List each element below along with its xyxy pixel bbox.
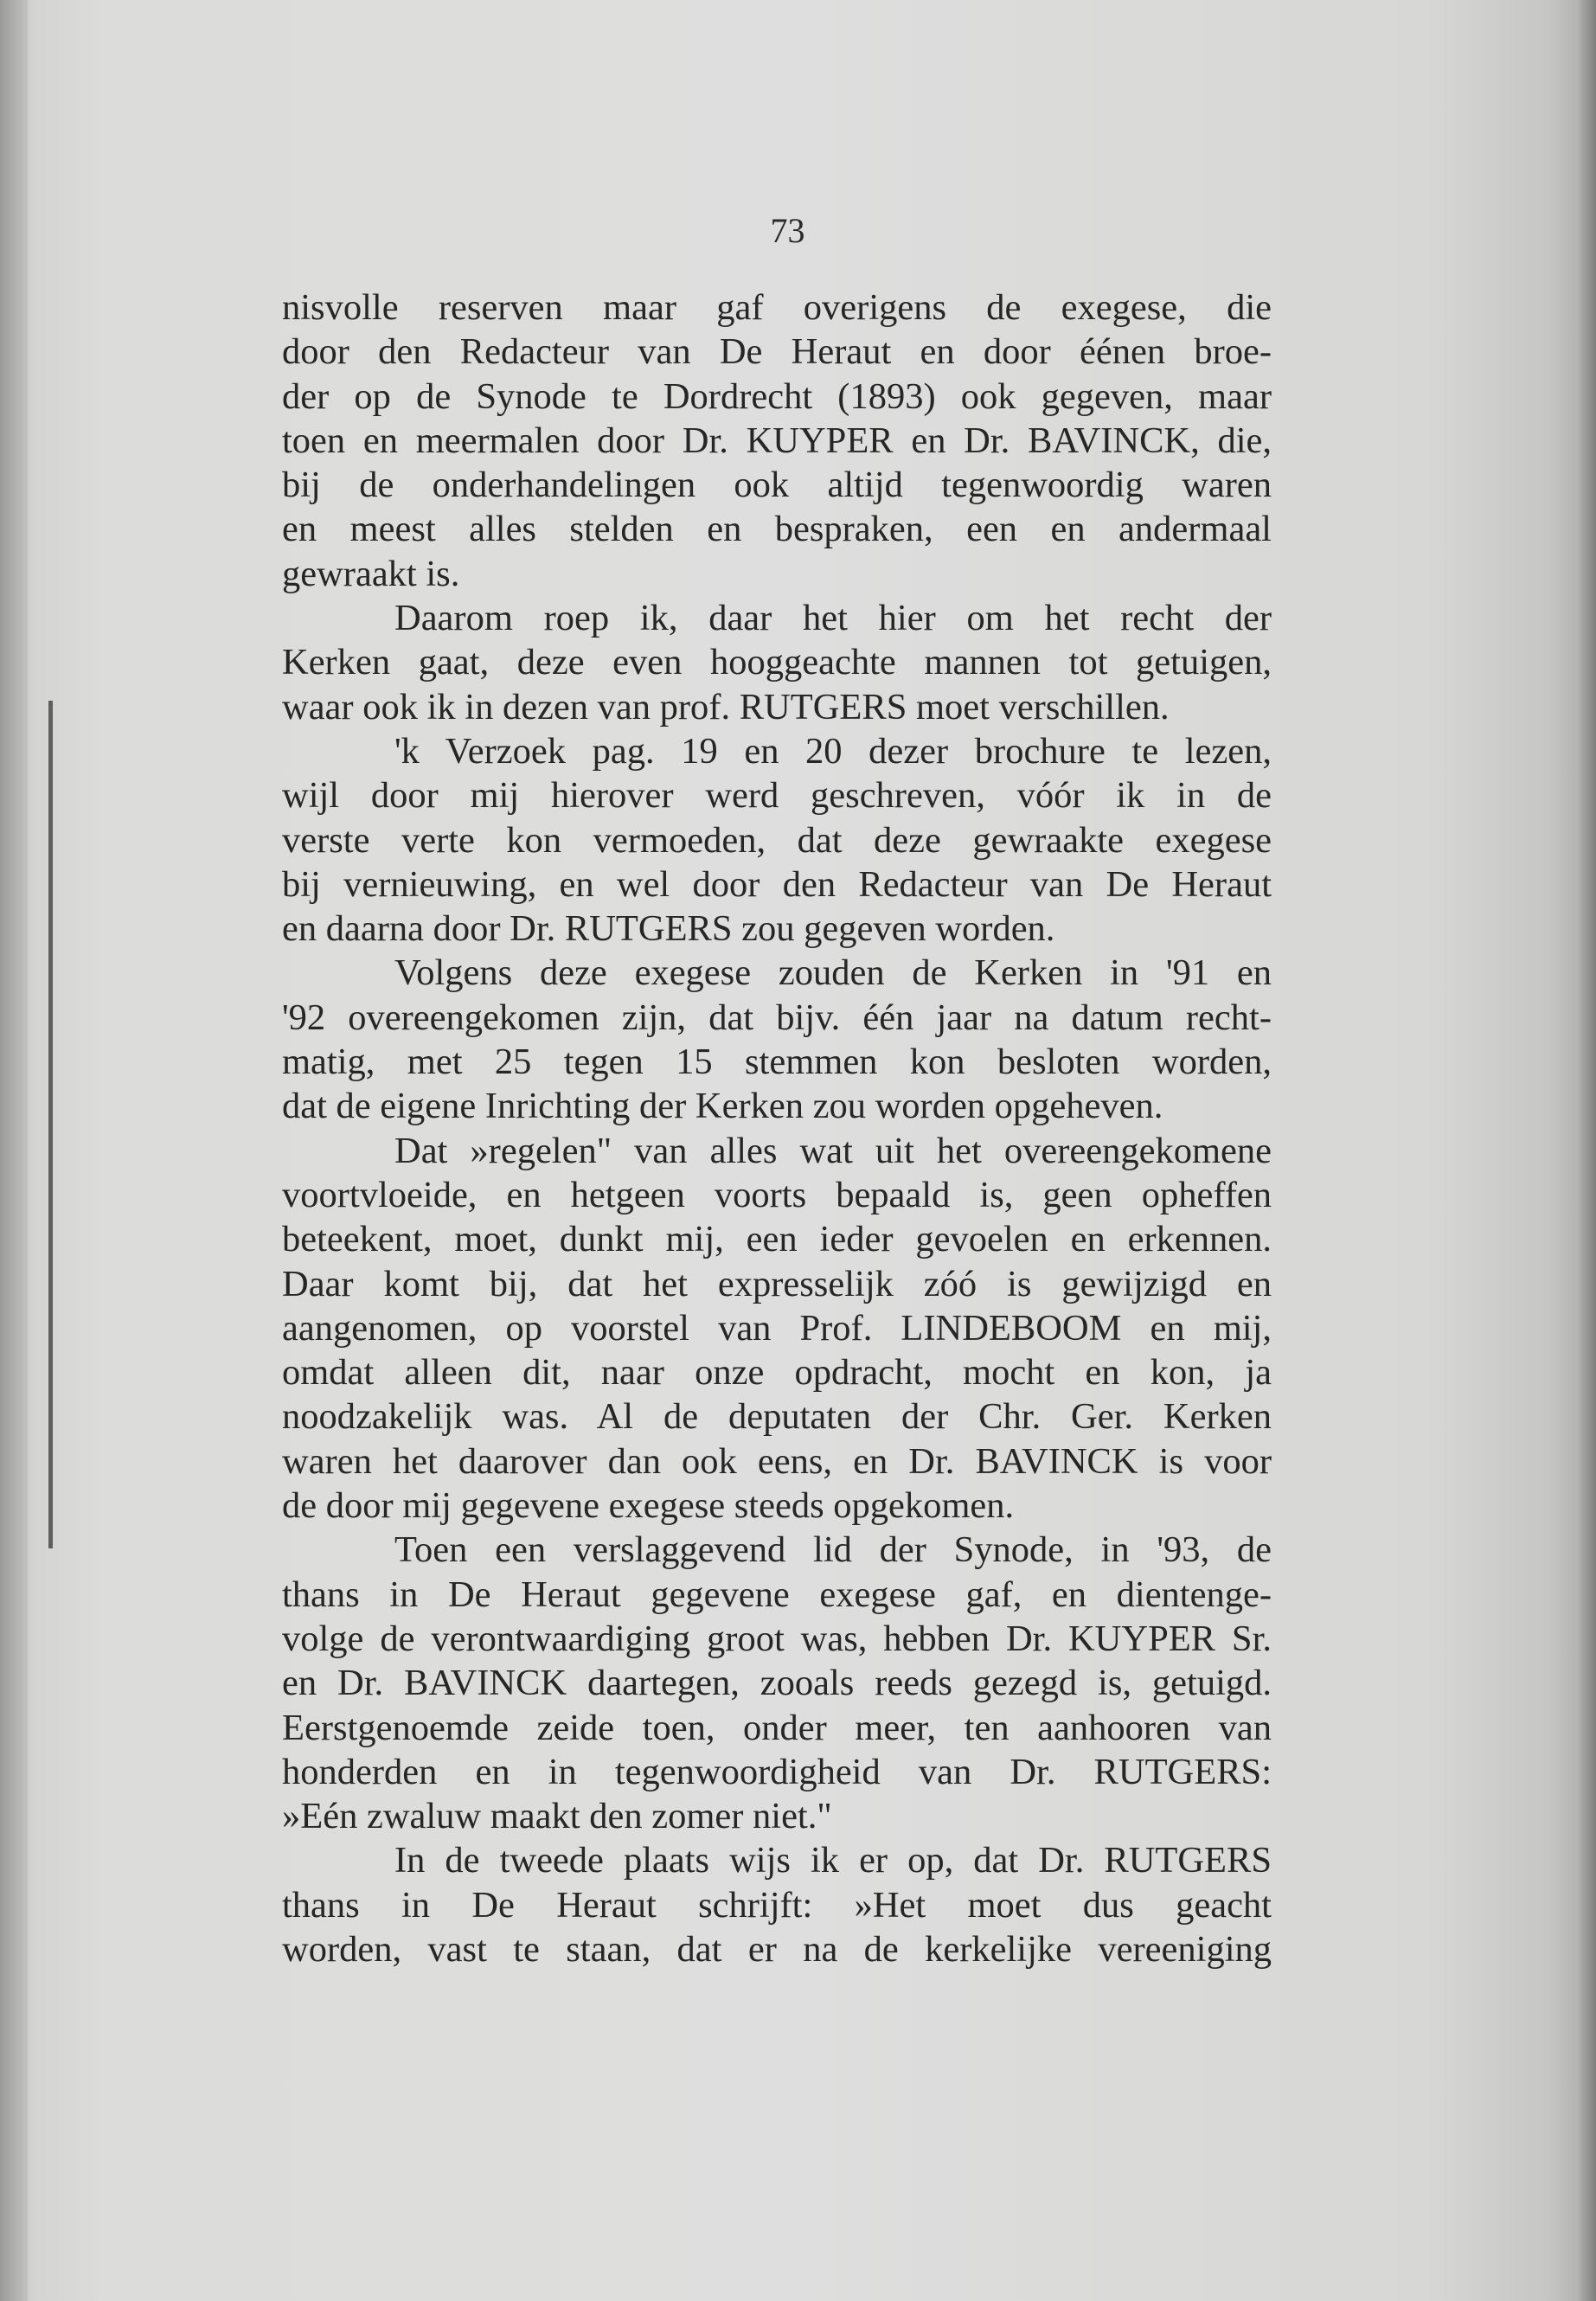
text-line: toen en meermalen door Dr. KUYPER en Dr. BAVINCK, die, [282, 420, 1272, 461]
text-line: matig, met 25 tegen 15 stemmen kon besloten worden, [282, 1042, 1272, 1083]
text-line: dat de eigene Inrichting der Kerken zou worden opgeheven. [282, 1086, 1163, 1127]
text-line: '92 overeengekomen zijn, dat bijv. één jaar na datum recht- [282, 997, 1272, 1038]
text-line: bij de onderhandelingen ook altijd tegenwoordig waren [282, 465, 1272, 506]
text-line: In de tweede plaats wijs ik er op, dat Dr. RUTGERS [394, 1840, 1272, 1881]
text-line: waar ook ik in dezen van prof. RUTGERS moet verschillen. [282, 686, 1170, 727]
text-line: honderden en in tegenwoordigheid van Dr. RUTGERS: [282, 1751, 1272, 1792]
binding-mark [48, 701, 53, 1548]
text-line: Volgens deze exegese zouden de Kerken in '91 en [394, 952, 1272, 994]
text-line: en Dr. BAVINCK daartegen, zooals reeds gezegd is, getuigd. [282, 1663, 1272, 1704]
text-line: Daar komt bij, dat het expresselijk zóó is gewijzigd en [282, 1263, 1272, 1304]
text-line: aangenomen, op voorstel van Prof. LINDEBOOM en mij, [282, 1307, 1272, 1349]
text-line: en daarna door Dr. RUTGERS zou gegeven worden. [282, 908, 1055, 950]
text-line: nisvolle reserven maar gaf overigens de exegese, die [282, 287, 1272, 328]
text-line: worden, vast te staan, dat er na de kerkelijke vereeniging [282, 1928, 1272, 1970]
page-left-edge [0, 0, 28, 2301]
text-line: en meest alles stelden en bespraken, een en andermaal [282, 509, 1272, 550]
text-line: beteekent, moet, dunkt mij, een ieder gevoelen en erkennen. [282, 1219, 1272, 1260]
text-line: Dat »regelen" van alles wat uit het overeengekomene [394, 1130, 1272, 1171]
text-line: 'k Verzoek pag. 19 en 20 dezer brochure te lezen, [394, 730, 1272, 772]
text-line: Daarom roep ik, daar het hier om het recht der [394, 598, 1272, 639]
text-line: Eerstgenoemde zeide toen, onder meer, ten aanhooren van [282, 1707, 1272, 1748]
text-line: gewraakt is. [282, 553, 460, 594]
text-line: der op de Synode te Dordrecht (1893) ook gegeven, maar [282, 375, 1272, 417]
text-line: volge de verontwaardiging groot was, hebben Dr. KUYPER Sr. [282, 1618, 1272, 1659]
text-line: omdat alleen dit, naar onze opdracht, mocht en kon, ja [282, 1352, 1272, 1394]
text-line: verste verte kon vermoeden, dat deze gewraakte exegese [282, 819, 1272, 861]
body-text [282, 285, 1272, 1971]
page-right-shadow [1577, 0, 1596, 2301]
text-line: thans in De Heraut gegevene exegese gaf, en dientenge- [282, 1574, 1272, 1615]
text-line: Kerken gaat, deze even hooggeachte mannen tot getuigen, [282, 642, 1272, 683]
text-line: bij vernieuwing, en wel door den Redacteur van De Heraut [282, 863, 1272, 905]
text-line: wijl door mij hierover werd geschreven, vóór ik in de [282, 775, 1272, 817]
text-line: door den Redacteur van De Heraut en door éénen broe- [282, 331, 1272, 373]
text-line: waren het daarover dan ook eens, en Dr. BAVINCK is voor [282, 1440, 1272, 1482]
text-line: de door mij gegevene exegese steeds opgekomen. [282, 1485, 1015, 1527]
text-line: noodzakelijk was. Al de deputaten der Chr. Ger. Kerken [282, 1396, 1272, 1438]
page-number: 73 [770, 211, 805, 250]
text-line: »Eén zwaluw maakt den zomer niet." [282, 1796, 832, 1837]
text-line: voortvloeide, en hetgeen voorts bepaald is, geen opheffen [282, 1174, 1272, 1215]
text-line: thans in De Heraut schrijft: »Het moet dus geacht [282, 1884, 1272, 1926]
text-line: Toen een verslaggevend lid der Synode, in '93, de [394, 1529, 1272, 1571]
